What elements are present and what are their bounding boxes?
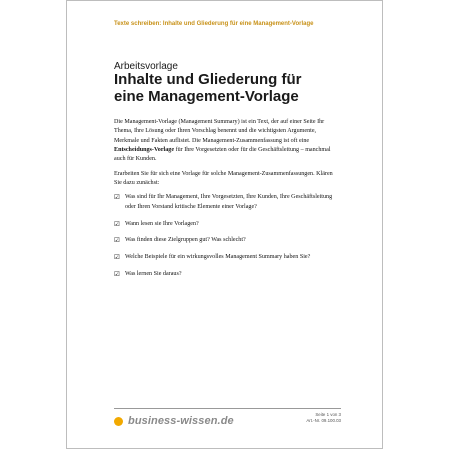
page-number: Seite 1 von 3 [315, 412, 341, 417]
checkbox-icon: ☑ [114, 271, 120, 279]
checklist-item-text: Welche Beispiele für ein wirkungsvolles Management Summary haben Sie? [125, 254, 311, 261]
checklist-item [114, 270, 340, 279]
document-page [66, 0, 383, 449]
checklist-item-text: Was sind für Ihr Management, Ihre Vorgesetzten, Ihre Kunden, Ihre Geschäftsleitung oder Ihren Vorstand kritische Elemente einer Vorlage? [125, 194, 333, 210]
intro-text-1: Die Management-Vorlage (Management Summary) ist ein Text, der auf einer Seite Ihr Thema, Ihre Lösung oder Ihren Vorschlag benennt und die wichtigsten Argumente, Merkmale und Fakten auflistet. Die Management-Zusammenfassung ist oft eine [114, 119, 325, 144]
article-number: Art.-Nr. 09.100.03 [306, 418, 341, 424]
intro-bold-term: Entscheidungs-Vorlage [114, 147, 175, 154]
logo-dot-icon [114, 417, 123, 426]
checklist-item-text: Was lernen Sie daraus? [125, 271, 182, 278]
checklist-item-text: Wann lesen sie Ihre Vorlagen? [125, 220, 199, 227]
checklist-item [114, 193, 340, 212]
title-line-2: eine Management-Vorlage [114, 87, 299, 105]
intro-text-2: für Ihre Vorgesetzten oder für die Geschäftsleitung – manchmal auch für Kunden. [114, 147, 331, 163]
instruction-paragraph: Erarbeiten Sie für sich eine Vorlage für solche Management-Zusammenfassungen. Klären Sie dazu zunächst: [114, 170, 333, 187]
checkbox-icon: ☑ [114, 220, 120, 228]
checklist-item [114, 220, 340, 229]
running-header: Texte schreiben: Inhalte und Gliederung für eine Management-Vorlage [114, 21, 314, 27]
checklist [114, 193, 340, 279]
footer-meta [291, 412, 341, 424]
document-body [114, 118, 340, 287]
brand-logo [114, 415, 234, 427]
title-line-1: Inhalte und Gliederung für [114, 71, 302, 88]
checklist-item [114, 236, 340, 245]
document-title [114, 72, 364, 105]
intro-paragraph [114, 118, 340, 165]
document-kicker: Arbeitsvorlage [114, 61, 178, 72]
logo-text: business-wissen.de [128, 415, 234, 427]
checkbox-icon: ☑ [114, 254, 120, 262]
checklist-item-text: Was finden diese Zielgruppen gut? Was schlecht? [125, 237, 246, 244]
checkbox-icon: ☑ [114, 237, 120, 245]
checkbox-icon: ☑ [114, 194, 120, 202]
checklist-item [114, 253, 340, 262]
footer-divider [114, 408, 341, 409]
